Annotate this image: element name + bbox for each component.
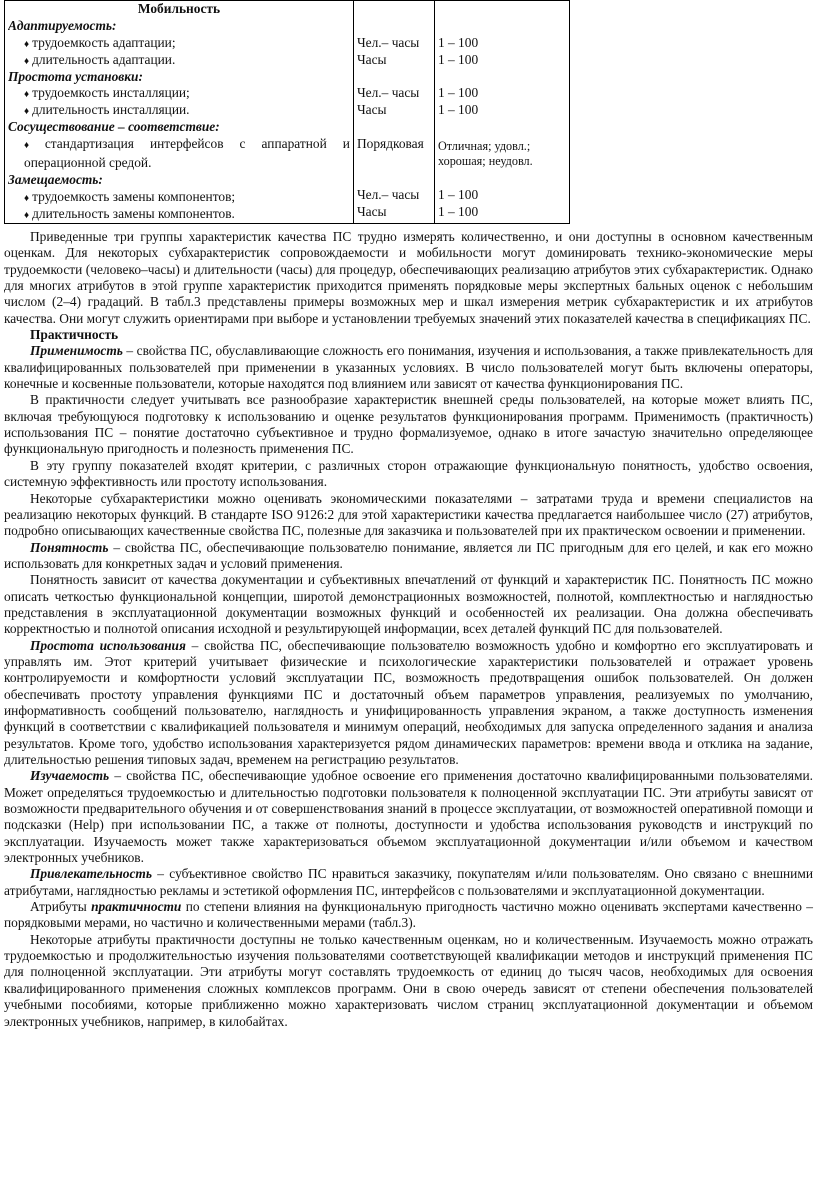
section-heading: Практичность <box>30 327 119 343</box>
unit-cell: Чел.– часы <box>356 34 420 50</box>
defined-term: Применимость <box>30 343 123 359</box>
diamond-bullet-icon: ♦ <box>24 89 30 101</box>
range-cell: 1 – 100 <box>437 186 479 202</box>
defined-term: Понятность <box>30 539 109 555</box>
range-cell: 1 – 100 <box>437 34 479 50</box>
attribute-item: ♦ трудоемкость инсталляции; <box>24 85 190 101</box>
diamond-bullet-icon: ♦ <box>24 209 30 221</box>
paragraph: Приведенные три группы характеристик качества ПС трудно измерять количественно, и они доступны в основном качественным оценкам. Для некоторых субхарактеристик сопровождаемости и мобильности могут доминировать технико-экономические меры трудоемкости (человеко–часы) и длительности (часы) для процедур, обеспечивающих реализацию атрибутов этих субхарактеристик. Однако для многих атрибутов в этой группе характеристик приходится применять порядковые меры экспертных бальных оценок с небольшим числом (2–4) градаций. В табл.3 представлены примеры возможных мер и шкал измерения метрик субхарактеристик и их атрибутов качества. Они могут служить ориентирами при выборе и установлении требуемых значений этих показателей качества в спецификациях ПС. <box>4 229 813 326</box>
table-heading: Мобильность <box>137 1 221 16</box>
defined-term: Привлекательность <box>30 866 152 882</box>
range-cell: 1 – 100 <box>437 203 479 219</box>
paragraph: Простота использования – свойства ПС, обеспечивающие пользователю возможность удобно и комфортно его эксплуатировать и управлять им. Этот критерий учитывает физические и психологические характеристики пользователей и отражает уровень контролируемости и комфортности условий эксплуатации ПС, возможность предотвращения ошибок пользователей. Он должен обеспечивать простоту управления функциями ПС и достаточный объем параметров управления, реализуемых по умолчанию, информативность сообщений пользователю, наглядность и унифицированность управления экраном, а также доступность изменения функций в соответствии с квалификацией пользователя и минимум операций, необходимых для запуска определенного задания и анализа результатов. Кроме того, удобство использования характеризуется рядом динамических параметров: времени ввода и отклика на задание, длительностью решения типовых задач, временем на регистрацию результатов. <box>4 637 813 767</box>
range-cell: 1 – 100 <box>437 85 479 101</box>
range-cell: Отличная; удовл.; хорошая; неудовл. <box>437 139 533 169</box>
paragraph: Изучаемость – свойства ПС, обеспечивающие удобное освоение его применения достаточно квалифицированными пользователями. Может определяться трудоемкостью и длительностью подготовки пользователя к полноценной эксплуатации ПС. Эти атрибуты зависят от возможности предварительного обучения и от совершенствования знаний в процессе эксплуатации, от возможностей оперативной помощи и подсказки (Help) при использовании ПС, а также от полноты, доступности и удобства использования руководств и инструкций по эксплуатации. Изучаемость может также характеризоваться объемом эксплуатационной документации и/или объемом и качеством электронных учебников. <box>4 768 813 866</box>
paragraph: Некоторые субхарактеристики можно оценивать экономическими показателями – затратами труда и времени специалистов на реализацию некоторых функций. В стандарте ISO 9126:2 для этой характеристики качества предлагается наибольшее число (27) атрибутов, подробно описывающих качественные свойства ПС, полезные для заказчика и пользователей при их практическом освоении и применении. <box>4 490 813 539</box>
attribute-item: ♦ длительность инсталляции. <box>24 102 190 118</box>
range-cell: 1 – 100 <box>437 51 479 67</box>
diamond-bullet-icon: ♦ <box>24 55 30 67</box>
diamond-bullet-icon: ♦ <box>24 192 30 204</box>
paragraph: Понятность – свойства ПС, обеспечивающие пользователю понимание, является ли ПС пригодным для его целей, и как его можно использовать для конкретных задач и условий применения. <box>4 539 813 571</box>
unit-cell: Порядковая <box>356 136 424 152</box>
range-cell: 1 – 100 <box>437 102 479 118</box>
paragraph: Привлекательность – субъективное свойство ПС нравиться заказчику, покупателям и/или пользователям. Оно связано с внешними атрибутами, наглядностью рекламы и эстетикой оформления ПС, интерфейсов с пользователями и эксплуатационной документации. <box>4 866 813 898</box>
unit-cell: Часы <box>356 203 387 219</box>
attribute-item: ♦ трудоемкость замены компонентов; <box>24 188 236 204</box>
defined-term: Простота использования <box>30 637 186 653</box>
attribute-item: ♦ стандартизация интерфейсов с аппаратной и операционной средой. <box>24 136 350 171</box>
attribute-item: ♦ трудоемкость адаптации; <box>24 34 176 50</box>
group-name: Простота установки: <box>8 68 143 84</box>
paragraph: Атрибуты практичности по степени влияния на функциональную пригодность частично можно оценивать экспертами качественно – порядковыми мерами, но частично и количественными мерами (табл.3). <box>4 899 814 931</box>
body-text <box>4 229 813 1030</box>
diamond-bullet-icon: ♦ <box>24 38 30 50</box>
diamond-bullet-icon: ♦ <box>24 106 30 118</box>
attribute-item: ♦ длительность замены компонентов. <box>24 205 235 221</box>
range-column <box>434 1 569 224</box>
unit-cell: Часы <box>356 102 387 118</box>
paragraph: В эту группу показателей входят критерии, с различных сторон отражающие функциональную понятность, удобство освоения, системную эффективность или простоту использования. <box>4 457 813 490</box>
quality-metrics-table <box>4 0 570 224</box>
paragraph: Понятность зависит от качества документации и субъективных впечатлений от функций и характеристик ПС. Понятность ПС можно описать четкостью функциональной концепции, широтой демонстрационных возможностей, полнотой, комплектностью и наглядностью представления в эксплуатационной документации возможных функций и особенностей их реализации. Она должна обеспечивать корректностью и полнотой описания исходной и результирующей информации, всех деталей функций ПС для пользователей. <box>4 572 813 637</box>
attribute-column <box>5 1 354 224</box>
group-name: Сосуществование – соответствие: <box>8 119 220 135</box>
unit-cell: Часы <box>356 51 387 67</box>
unit-cell: Чел.– часы <box>356 85 420 101</box>
group-name: Замещаемость: <box>8 171 103 187</box>
group-name: Адаптируемость: <box>8 17 117 33</box>
attribute-item: ♦ длительность адаптации. <box>24 51 176 67</box>
paragraph: В практичности следует учитывать все разнообразие характеристик внешней среды пользователей, на которые может влиять ПС, включая требующуюся подготовку к использованию и оценке результатов функционирования программ. Применимость (практичность) использования ПС – понятие достаточно субъективное и трудно формализуемое, однако в итоге зачастую значительно определяющее функциональную пригодность и полезность применения ПС. <box>4 392 813 457</box>
unit-cell: Чел.– часы <box>356 186 420 202</box>
defined-term: Изучаемость <box>30 768 110 784</box>
diamond-bullet-icon: ♦ <box>24 140 42 152</box>
paragraph: Некоторые атрибуты практичности доступны не только качественным оценкам, но и количественным. Изучаемость можно отражать трудоемкостью и продолжительностью изучения пользователями соответствующей квалификации методов и инструкций применения ПС для полноценной эксплуатации. Эти атрибуты могут составлять трудоемкость от единиц до тысяч часов, необходимых для освоения квалифицированного применения сложных комплексов программ. Они в свою очередь зависят от степени обеспечения пользователей учебными пособиями, которые приближенно можно характеризовать числом страниц эксплуатационной документации и объемом электронных учебников, например, в килобайтах. <box>4 931 813 1029</box>
unit-column <box>353 1 434 224</box>
paragraph: Применимость – свойства ПС, обуславливающие сложность его понимания, изучения и использования, а также привлекательность для квалифицированных пользователей при применении в указанных условиях. В число пользователей могут быть включены операторы, конечные и косвенные пользователи, которые находятся под влиянием или зависят от качества функционирования ПС. <box>4 343 813 392</box>
defined-term: практичности <box>91 899 182 915</box>
